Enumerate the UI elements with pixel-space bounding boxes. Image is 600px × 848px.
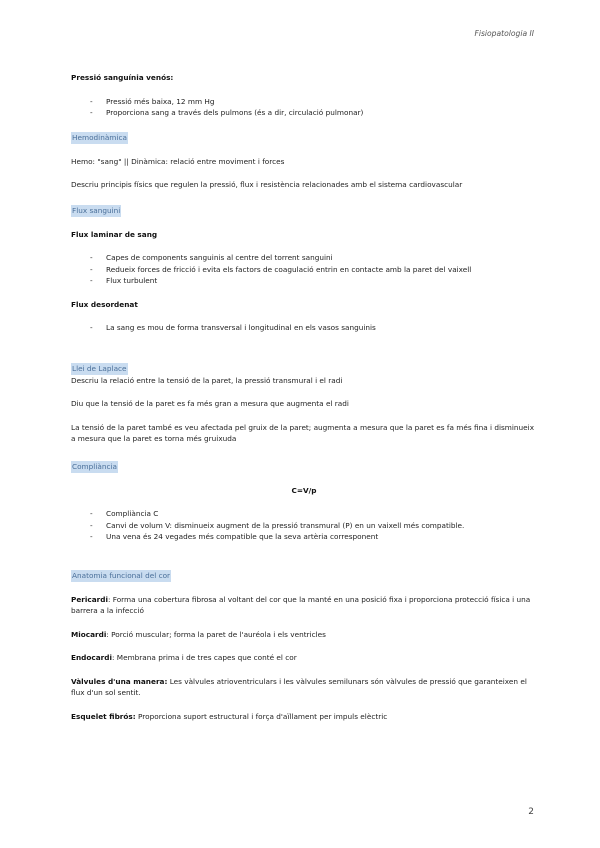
running-header: Fisiopatologia II [474,29,534,38]
list-item: - Compliància C [71,508,537,520]
compliance-list [71,508,537,543]
anatomy-entry-valvules [71,676,537,699]
list-item: - Pressió més baixa, 12 mm Hg [71,96,537,108]
anatomy-definition: Proporciona suport estructural i força d'aïllament per impuls elèctric [138,711,388,721]
hemodynamics-section [71,132,537,191]
section-heading-laplace: Llei de Laplace [72,364,127,373]
list-item: - Proporciona sang a través dels pulmons (és a dir, circulació pulmonar) [71,107,537,119]
anatomy-definition: Les vàlvules atrioventriculars i les vàlvules semilunars són vàlvules de pressió que garanteixen el flux d'un sol sentit. [71,676,527,697]
compliance-formula: C=V/p [291,485,317,495]
list-item: - Una vena és 24 vegades més compatible que la seva artèria corresponent [71,531,537,543]
anatomy-term: Pericardi [71,594,108,604]
paragraph: La tensió de la paret també es veu afectada pel gruix de la paret; augmenta a mesura que la paret es fa més fina i disminueix a mesura que la paret es torna més gruixuda [71,422,535,443]
list-item: - Canvi de volum V: disminueix augment de la pressió transmural (P) en un vaixell més compatible. [71,520,537,532]
anatomy-term: Miocardi [71,629,107,639]
anatomy-separator: : [106,629,112,639]
blood-flow-section [71,205,537,334]
disordered-flow-title: Flux desordenat [71,299,138,309]
laminar-flow-title: Flux laminar de sang [71,229,158,239]
anatomy-definition: Membrana prima i de tres capes que conté el cor [116,653,297,662]
laminar-flow-list [71,252,537,287]
compliance-section [71,461,537,543]
paragraph: Diu que la tensió de la paret es fa més gran a mesura que augmenta el radi [71,399,349,408]
anatomy-entry-esquelet [71,711,537,723]
anatomy-term: Vàlvules d'una manera: [71,676,168,686]
section-heading-hemodinamica: Hemodinàmica [72,133,127,142]
anatomy-entry-miocardi [71,629,537,641]
anatomy-separator: : [112,653,117,662]
anatomy-term: Endocardi [71,653,112,662]
anatomy-entry-pericardi [71,594,537,617]
venous-pressure-title: Pressió sanguínia venós: [71,73,174,82]
list-item: - Redueix forces de fricció i evita els factors de coagulació entrin en contacte amb la paret del vaixell [71,264,537,276]
anatomy-definition: Porció muscular; forma la paret de l'auréola i els ventricles [111,629,326,639]
paragraph: Descriu principis físics que regulen la pressió, flux i resistència relacionades amb el sistema cardiovascular [71,180,463,189]
section-heading-compliancia: Compliància [72,462,117,471]
list-item: - Flux turbulent [71,275,537,287]
list-item: - Capes de components sanguinis al centre del torrent sanguini [71,252,537,264]
venous-pressure-section [71,72,537,119]
anatomy-definition: Forma una cobertura fibrosa al voltant del cor que la manté en una posició fixa i proporciona protecció física i una barrera a la infecció [71,594,531,615]
anatomy-entry-endocardi [71,652,537,664]
anatomy-term: Esquelet fibrós: [71,711,136,721]
section-heading-flux-sanguini: Flux sanguini [72,206,121,215]
page-number: 2 [528,807,534,817]
list-item: - La sang es mou de forma transversal i longitudinal en els vasos sanguinis [71,322,537,334]
anatomy-separator: : [107,594,113,604]
disordered-flow-list [71,322,537,334]
section-heading-anatomia: Anatomia funcional del cor [72,571,171,580]
venous-pressure-list [71,96,537,119]
heart-anatomy-section [71,570,537,722]
paragraph: Descriu la relació entre la tensió de la paret, la pressió transmural i el radi [71,375,343,385]
laplace-section [71,363,537,445]
paragraph: Hemo: "sang" || Dinàmica: relació entre moviment i forces [71,156,285,166]
